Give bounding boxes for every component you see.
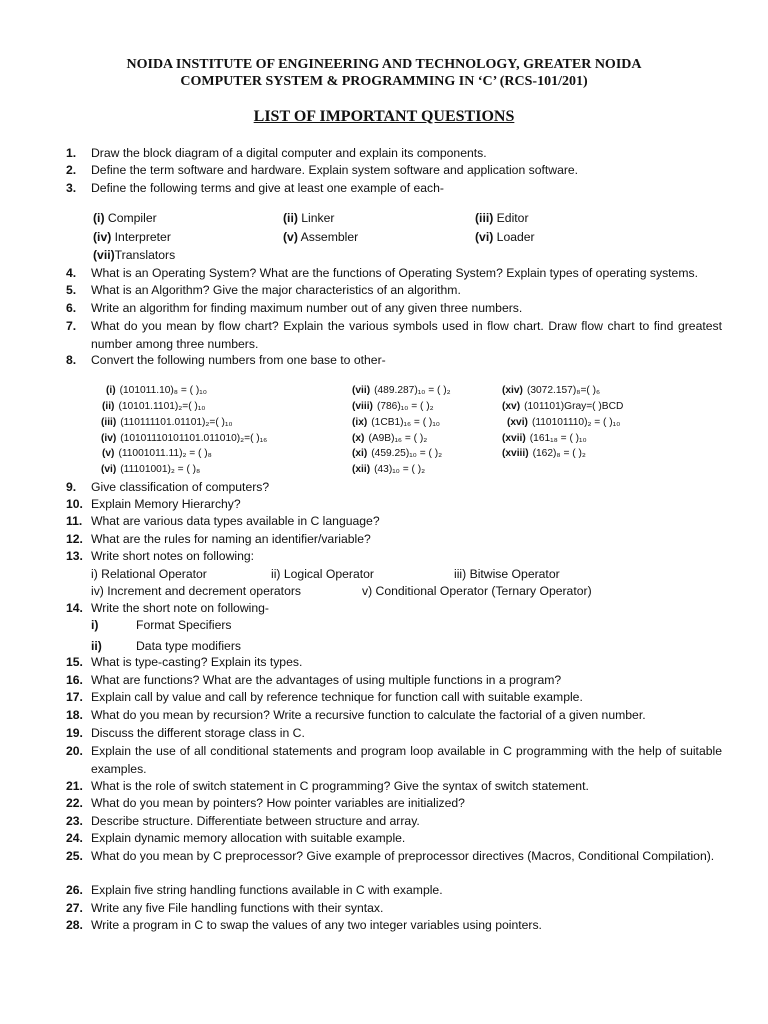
- conversion-item: (v) (11001011.11)₂ = ( )₈: [102, 448, 212, 459]
- question-item: 25. What do you mean by C preprocessor? Give example of preprocessor directives (Macros, Conditional Compilation).: [66, 849, 715, 863]
- question-item: 28. Write a program in C to swap the values of any two integer variables using pointers.: [66, 918, 542, 932]
- conversion-item: (viii) (786)₁₀ = ( )₂: [352, 401, 434, 412]
- term-item: (iii) Editor: [475, 211, 529, 225]
- course-title: COMPUTER SYSTEM & PROGRAMMING IN ‘C’ (RCS-101/201): [180, 74, 588, 89]
- note-item: iv) Increment and decrement operators: [91, 584, 301, 598]
- question-item: 12. What are the rules for naming an identifier/variable?: [66, 532, 371, 546]
- conversion-item: (xviii) (162)₈ = ( )₂: [502, 448, 586, 459]
- question-item: 4. What is an Operating System? What are the functions of Operating System? Explain types of operating systems.: [66, 266, 698, 280]
- question-item: 1. Draw the block diagram of a digital computer and explain its components.: [66, 146, 487, 160]
- conversion-item: (xv) (101101)Gray=( )BCD: [502, 401, 624, 412]
- question-item: 16. What are functions? What are the advantages of using multiple functions in a program?: [66, 673, 562, 687]
- question-item: 15. What is type-casting? Explain its types.: [66, 655, 303, 669]
- term-item: (i) Compiler: [93, 211, 157, 225]
- question-item: 26. Explain five string handling functions available in C with example.: [66, 883, 443, 897]
- question-item: 27. Write any five File handling functions with their syntax.: [66, 901, 384, 915]
- question-item: 10. Explain Memory Hierarchy?: [66, 497, 241, 511]
- conversion-item: (iv) (10101110101101.011010)₂=( )₁₆: [101, 433, 268, 444]
- term-item: (vi) Loader: [475, 230, 535, 244]
- question-item: 17. Explain call by value and call by reference technique for function call with suitable example.: [66, 690, 583, 704]
- conversion-item: (xi) (459.25)₁₀ = ( )₂: [352, 448, 443, 459]
- note-item: v) Conditional Operator (Ternary Operator): [362, 584, 592, 598]
- conversion-item: (vii) (489.287)₁₀ = ( )₂: [352, 385, 451, 396]
- note-item: Format Specifiers: [136, 618, 232, 632]
- conversion-item: (xiv) (3072.157)₈=( )₆: [502, 385, 601, 396]
- question-item: 13. Write short notes on following:: [66, 549, 255, 563]
- conversion-item: (ix) (1CB1)₁₆ = ( )₁₀: [352, 417, 440, 428]
- question-item: 5. What is an Algorithm? Give the major characteristics of an algorithm.: [66, 283, 461, 297]
- note-item: Data type modifiers: [136, 639, 241, 653]
- institute-name: NOIDA INSTITUTE OF ENGINEERING AND TECHNOLOGY, GREATER NOIDA: [126, 57, 642, 72]
- term-item: (vii)Translators: [93, 248, 176, 262]
- conversion-item: (xvi) (110101110)₂ = ( )₁₀: [507, 417, 621, 428]
- conversion-item: (xvii) (161₁₈ = ( )₁₀: [502, 433, 587, 444]
- note-item: iii) Bitwise Operator: [454, 567, 560, 581]
- question-item: 19. Discuss the different storage class in C.: [66, 726, 305, 740]
- question-item: 21. What is the role of switch statement in C programming? Give the syntax of switch statement.: [66, 779, 589, 793]
- question-item: 11. What are various data types available in C language?: [66, 514, 380, 528]
- question-item: 6. Write an algorithm for finding maximum number out of any given three numbers.: [66, 301, 523, 315]
- term-item: (iv) Interpreter: [93, 230, 171, 244]
- conversion-item: (xii) (43)₁₀ = ( )₂: [352, 464, 426, 475]
- note-item: i) Relational Operator: [91, 567, 207, 581]
- question-item: 8. Convert the following numbers from one base to other-: [66, 353, 386, 367]
- note-item: ii) Logical Operator: [271, 567, 374, 581]
- question-item: 9. Give classification of computers?: [66, 480, 270, 494]
- question-item: 2. Define the term software and hardware. Explain system software and application software.: [66, 163, 579, 177]
- question-item: 24. Explain dynamic memory allocation with suitable example.: [66, 831, 406, 845]
- question-item: 22. What do you mean by pointers? How pointer variables are initialized?: [66, 796, 465, 810]
- conversion-item: (vi) (11101001)₂ = ( )₈: [101, 464, 201, 475]
- conversion-item: (x) (A9B)₁₆ = ( )₂: [352, 433, 428, 444]
- question-item: 3. Define the following terms and give at least one example of each-: [66, 181, 444, 195]
- term-item: (v) Assembler: [283, 230, 359, 244]
- note-item: ii): [91, 639, 102, 653]
- conversion-item: (ii) (10101.1101)₂=( )₁₀: [102, 401, 206, 412]
- page-title: LIST OF IMPORTANT QUESTIONS: [253, 108, 515, 125]
- note-item: i): [91, 618, 99, 632]
- question-item: 7. What do you mean by flow chart? Explain the various symbols used in flow chart. Draw flow chart to find greatest number among three numbers.: [66, 319, 722, 351]
- conversion-item: (i) (101011.10)₈ = ( )₁₀: [106, 385, 207, 396]
- term-item: (ii) Linker: [283, 211, 335, 225]
- conversion-item: (iii) (110111101.01101)₂=( )₁₀: [101, 417, 233, 428]
- question-item: 23. Describe structure. Differentiate between structure and array.: [66, 814, 420, 828]
- question-item: 14. Write the short note on following-: [66, 601, 269, 615]
- question-item: 20. Explain the use of all conditional statements and program loop available in C programming with the help of suitable examples.: [66, 744, 722, 776]
- question-item: 18. What do you mean by recursion? Write a recursive function to calculate the factorial of a given number.: [66, 708, 646, 722]
